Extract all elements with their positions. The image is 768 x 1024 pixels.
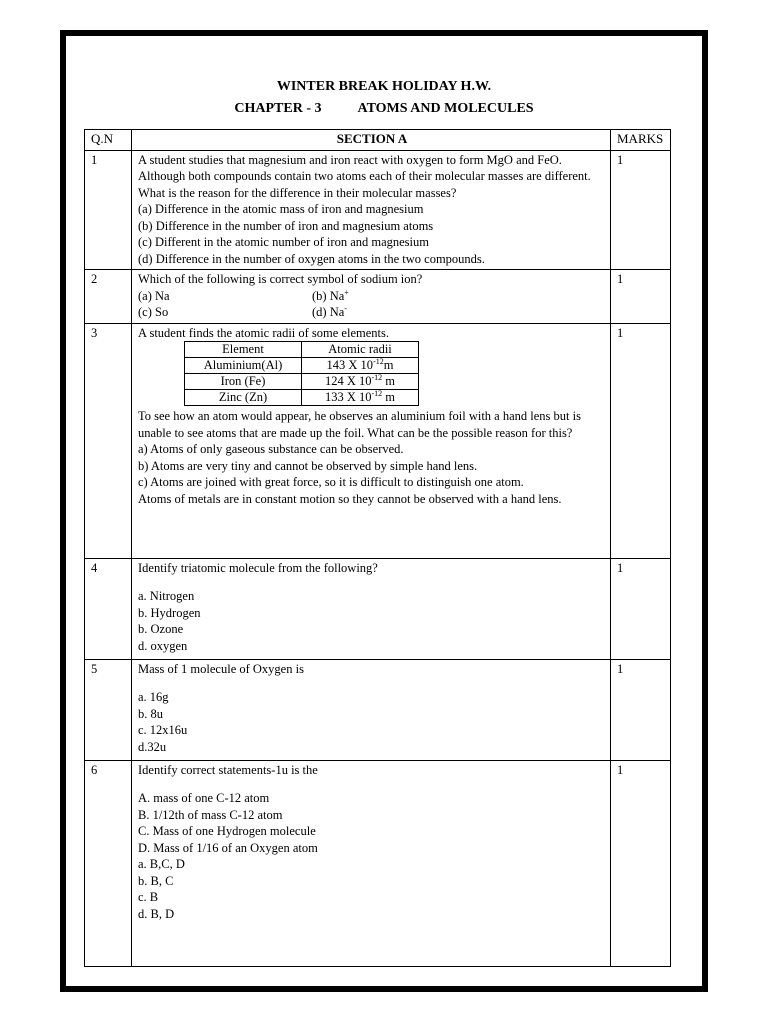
- element-name: Zinc (Zn): [185, 390, 302, 406]
- question-cell: [132, 150, 611, 270]
- option: d. oxygen: [138, 638, 188, 653]
- question-text: Mass of 1 molecule of Oxygen is: [138, 661, 304, 676]
- question-text: Atoms of metals are in constant motion so they cannot be observed with a hand lens.: [138, 491, 562, 506]
- table-row: [85, 659, 671, 760]
- question-cell: [132, 659, 611, 760]
- option: (d) Na-: [312, 303, 347, 319]
- table-row: [85, 323, 671, 558]
- question-text: Which of the following is correct symbol of sodium ion?: [138, 272, 423, 286]
- element-name: Aluminium(Al): [185, 358, 302, 374]
- question-number: 2: [85, 270, 132, 324]
- option-row: [138, 288, 606, 305]
- option: b. Ozone: [138, 622, 184, 636]
- option: a. Nitrogen: [138, 589, 195, 603]
- element-name: Iron (Fe): [185, 374, 302, 390]
- table-header-row: [85, 130, 671, 151]
- option: (d) Difference in the number of oxygen atoms in the two compounds.: [138, 251, 485, 266]
- option: (b) Na+: [312, 287, 349, 303]
- question-number: 1: [85, 150, 132, 270]
- table-row: [85, 558, 671, 659]
- marks-value: 1: [611, 323, 671, 558]
- option: c. B: [138, 890, 159, 904]
- question-number: 5: [85, 659, 132, 760]
- marks-value: 1: [611, 150, 671, 270]
- statement: C. Mass of one Hydrogen molecule: [138, 824, 316, 838]
- radii-row: [185, 390, 419, 406]
- question-number: 4: [85, 558, 132, 659]
- option: (b) Difference in the number of iron and magnesium atoms: [138, 218, 434, 233]
- question-table: [84, 129, 671, 967]
- option: d.32u: [138, 739, 167, 754]
- option: (a) Na: [138, 288, 170, 303]
- marks-value: 1: [611, 760, 671, 966]
- option: a. 16g: [138, 690, 169, 704]
- option: b. Hydrogen: [138, 605, 201, 620]
- radius-value: 133 X $10^{-12}$ m: [302, 390, 419, 406]
- option: b) Atoms are very tiny and cannot be observed by simple hand lens.: [138, 458, 478, 473]
- option: (c) So: [138, 305, 169, 319]
- radii-header-value: Atomic radii: [302, 342, 419, 358]
- marks-value: 1: [611, 659, 671, 760]
- chapter-number: CHAPTER - 3: [234, 101, 322, 116]
- marks-header: MARKS: [611, 130, 671, 151]
- radii-header-row: [185, 342, 419, 358]
- question-text: A student finds the atomic radii of some elements.: [138, 325, 389, 340]
- statement: B. 1/12th of mass C-12 atom: [138, 807, 283, 822]
- question-cell: [132, 270, 611, 324]
- statement: D. Mass of 1/16 of an Oxygen atom: [138, 840, 318, 855]
- option: (a) Difference in the atomic mass of iron and magnesium: [138, 202, 424, 216]
- section-header: SECTION A: [132, 130, 611, 151]
- chapter-topic: ATOMS AND MOLECULES: [357, 101, 534, 116]
- radii-row: [185, 374, 419, 390]
- homework-title: WINTER BREAK HOLIDAY H.W.: [276, 79, 492, 94]
- question-cell: [132, 558, 611, 659]
- option: a) Atoms of only gaseous substance can be observed.: [138, 442, 404, 456]
- question-text: To see how an atom would appear, he observes an aluminium foil with a hand lens but is unable to see atoms that are made up the foil. What can be the possible reason for this?: [138, 409, 581, 440]
- option: a. B,C, D: [138, 857, 185, 871]
- option: c. 12x16u: [138, 723, 188, 737]
- option: b. B, C: [138, 873, 174, 888]
- question-cell: [132, 760, 611, 966]
- radii-header-element: Element: [185, 342, 302, 358]
- table-row: [85, 270, 671, 324]
- option-row: [138, 304, 606, 321]
- option: c) Atoms are joined with great force, so it is difficult to distinguish one atom.: [138, 475, 524, 489]
- table-row: [85, 760, 671, 966]
- question-number: 6: [85, 760, 132, 966]
- option: (c) Different in the atomic number of iron and magnesium: [138, 235, 429, 249]
- marks-value: 1: [611, 270, 671, 324]
- option: b. 8u: [138, 706, 163, 721]
- radius-value: 124 X $10^{-12}$ m: [302, 374, 419, 390]
- table-row: [85, 150, 671, 270]
- chapter-title: [0, 101, 768, 117]
- option: d. B, D: [138, 906, 175, 921]
- marks-value: 1: [611, 558, 671, 659]
- radius-value: 143 X $10^{-12}m$: [302, 358, 419, 374]
- atomic-radii-table: [184, 341, 419, 406]
- question-text: A student studies that magnesium and iron react with oxygen to form MgO and FeO. Although both compounds contain two atoms each of their molecular masses are different. What is the reason for the difference in their molecular masses?: [138, 152, 591, 200]
- qn-header: Q.N: [85, 130, 132, 151]
- statement: A. mass of one C-12 atom: [138, 791, 270, 805]
- question-number: 3: [85, 323, 132, 558]
- question-text: Identify triatomic molecule from the following?: [138, 560, 378, 575]
- question-cell: [132, 323, 611, 558]
- question-text: Identify correct statements-1u is the: [138, 762, 318, 777]
- radii-row: [185, 358, 419, 374]
